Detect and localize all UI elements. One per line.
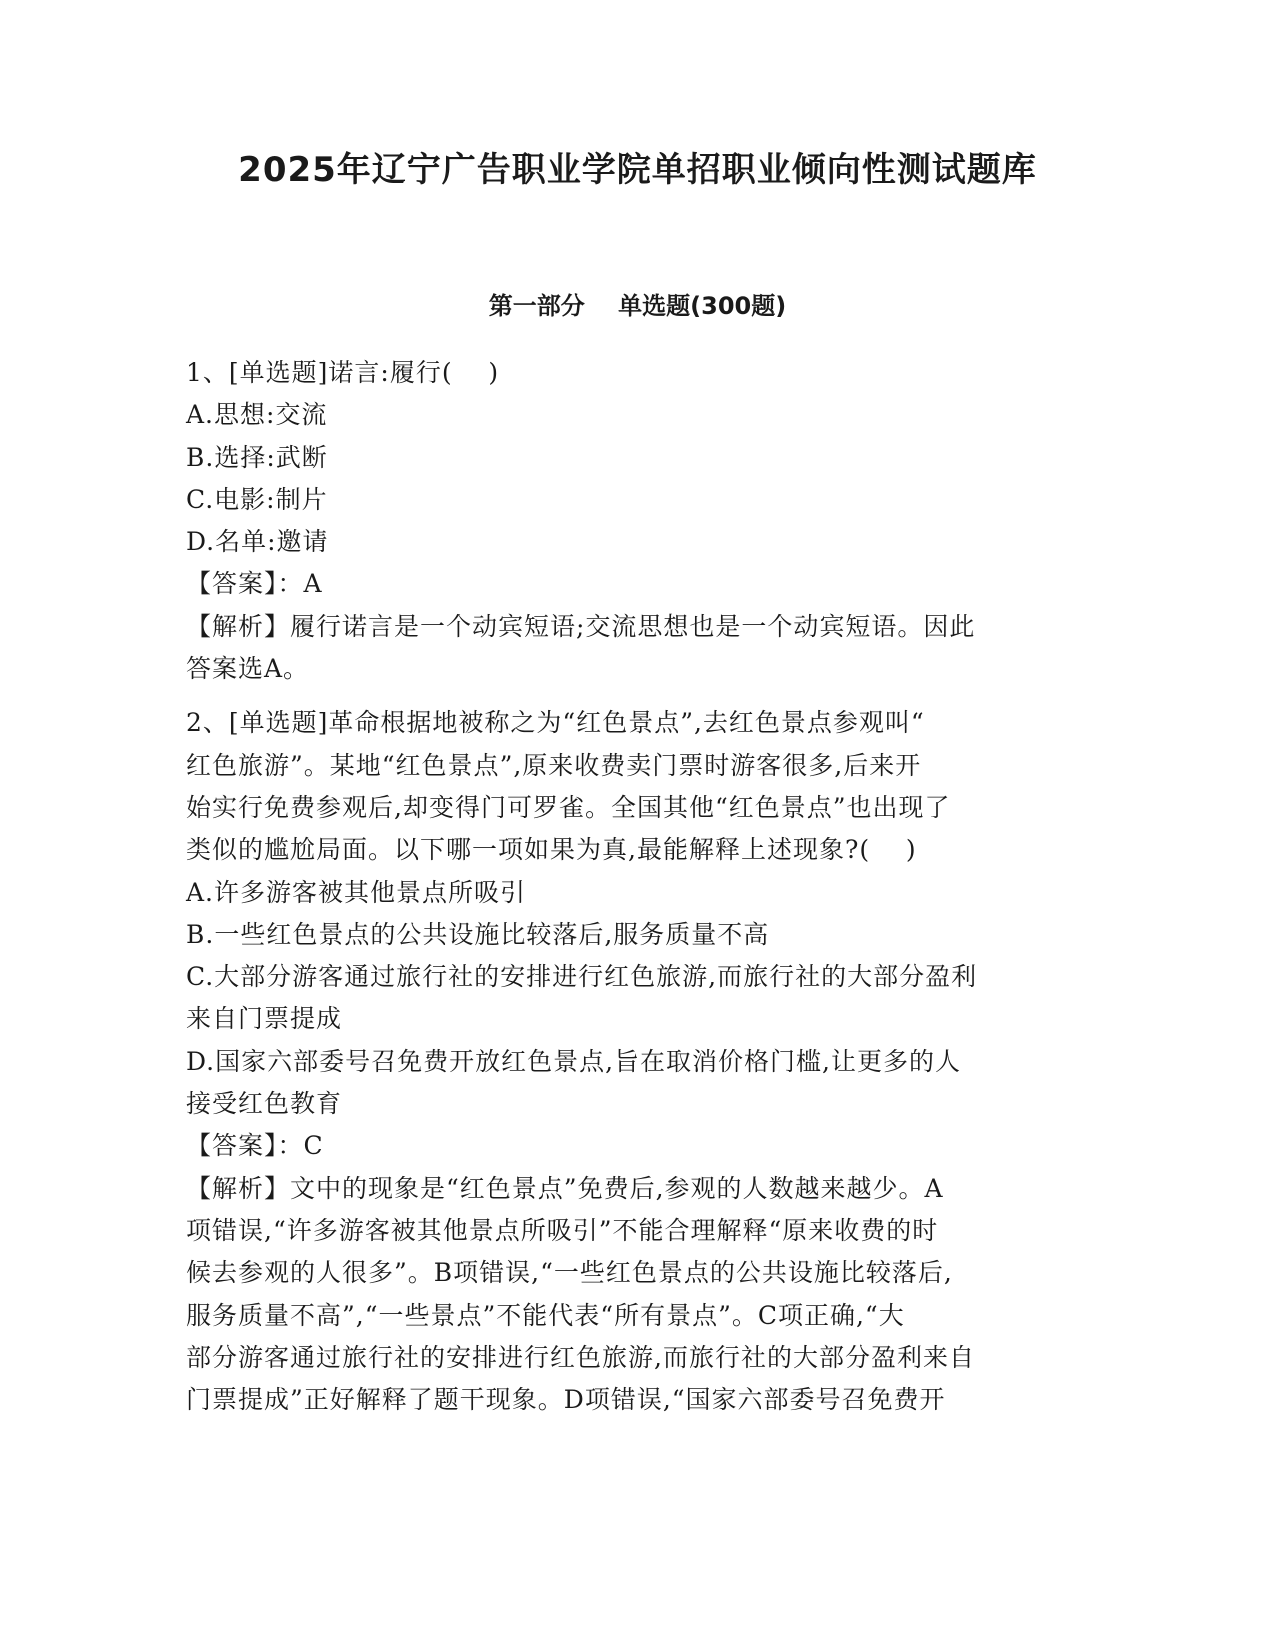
answer: 【答案】：A bbox=[186, 569, 323, 599]
document-title: 2025年辽宁广告职业学院单招职业倾向性测试题库 bbox=[238, 150, 1037, 190]
question-stem-line: 2、[单选题]革命根据地被称之为“红色景点”,去红色景点参观叫“ bbox=[186, 708, 925, 738]
analysis-line: 【解析】履行诺言是一个动宾短语;交流思想也是一个动宾短语。因此 bbox=[186, 611, 976, 641]
analysis-line: 项错误,“许多游客被其他景点所吸引”不能合理解释“原来收费的时 bbox=[186, 1215, 939, 1245]
analysis-line: 候去参观的人很多”。B项错误,“一些红色景点的公共设施比较落后, bbox=[186, 1258, 953, 1288]
option-d: D.国家六部委号召免费开放红色景点,旨在取消价格门槛,让更多的人 bbox=[186, 1046, 961, 1076]
option-d: D.名单:邀请 bbox=[186, 527, 329, 557]
analysis-line: 部分游客通过旅行社的安排进行红色旅游,而旅行社的大部分盈利来自 bbox=[186, 1342, 975, 1372]
question-stem: 1、[单选题]诺言:履行( ) bbox=[186, 358, 500, 387]
option-c: C.大部分游客通过旅行社的安排进行红色旅游,而旅行社的大部分盈利 bbox=[186, 962, 978, 992]
option-b: B.一些红色景点的公共设施比较落后,服务质量不高 bbox=[186, 919, 770, 949]
question-spacer bbox=[186, 690, 1086, 702]
option-c-continued: 来自门票提成 bbox=[186, 1004, 343, 1034]
question-1 bbox=[186, 352, 1086, 690]
analysis-line: 【解析】文中的现象是“红色景点”免费后,参观的人数越来越少。A bbox=[186, 1173, 944, 1203]
section-title: 第一部分 单选题(300题) bbox=[488, 292, 787, 320]
question-stem-line: 始实行免费参观后,却变得门可罗雀。全国其他“红色景点”也出现了 bbox=[186, 792, 951, 822]
answer: 【答案】：C bbox=[186, 1131, 324, 1161]
analysis-line: 门票提成”正好解释了题干现象。D项错误,“国家六部委号召免费开 bbox=[186, 1385, 946, 1415]
question-list bbox=[186, 352, 1086, 1421]
option-b: B.选择:武断 bbox=[186, 442, 328, 472]
question-stem-line: 红色旅游”。某地“红色景点”,原来收费卖门票时游客很多,后来开 bbox=[186, 750, 922, 780]
option-c: C.电影:制片 bbox=[186, 484, 328, 514]
option-a: A.许多游客被其他景点所吸引 bbox=[186, 877, 527, 907]
analysis-line: 服务质量不高”,“一些景点”不能代表“所有景点”。C项正确,“大 bbox=[186, 1300, 905, 1330]
question-2 bbox=[186, 702, 1086, 1421]
option-a: A.思想:交流 bbox=[186, 400, 328, 430]
question-stem-line: 类似的尴尬局面。以下哪一项如果为真,最能解释上述现象?( ) bbox=[186, 835, 917, 865]
option-d-continued: 接受红色教育 bbox=[186, 1089, 343, 1119]
analysis-line: 答案选A。 bbox=[186, 654, 310, 684]
